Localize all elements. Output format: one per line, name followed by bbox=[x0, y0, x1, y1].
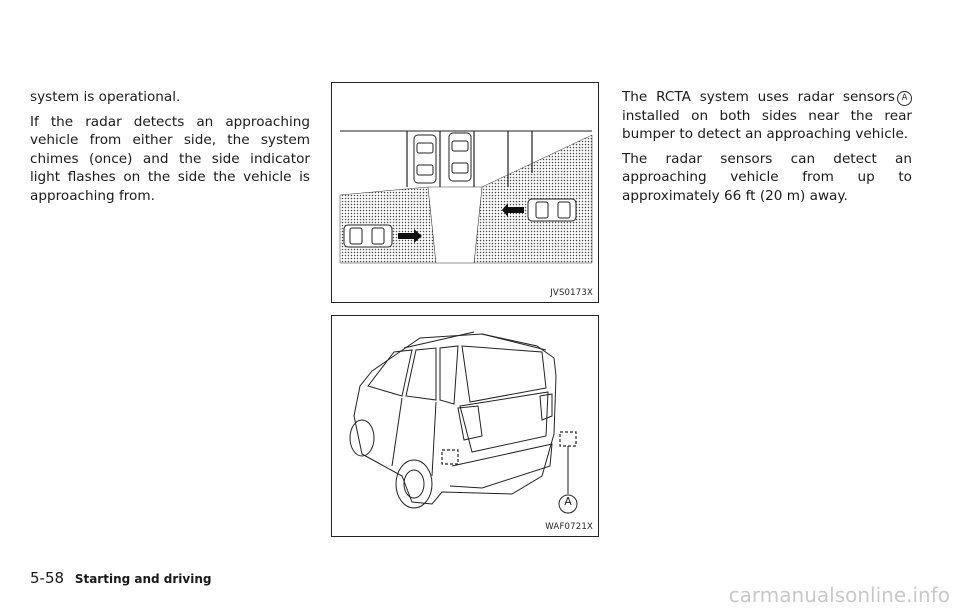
figure-code: JVS0173X bbox=[550, 288, 593, 298]
rcta-text-start: The RCTA system uses radar sensors bbox=[622, 89, 895, 105]
vehicle-rear-illustration bbox=[332, 316, 598, 536]
paragraph-rcta-sensors bbox=[622, 88, 912, 144]
paragraph-system-operational: system is operational. bbox=[30, 89, 181, 105]
section-title: Starting and driving bbox=[74, 572, 212, 586]
callout-a-inline: A bbox=[897, 91, 912, 106]
rcta-text-end: installed on both sides near the rear bumper to detect an approaching vehicle. bbox=[622, 107, 912, 143]
page-footer bbox=[30, 569, 211, 587]
paragraph-detection-range: The radar sensors can detect an approaching vehicle from up to approximately 66 ft (20 m) away. bbox=[622, 150, 912, 204]
callout-a: A bbox=[564, 495, 572, 508]
watermark: carmanualsonline.info bbox=[728, 583, 950, 607]
right-text-column bbox=[622, 88, 912, 212]
figure-parking-lot-radar bbox=[331, 82, 599, 303]
left-text-column bbox=[30, 88, 310, 212]
page-number: 5-58 bbox=[30, 569, 65, 587]
parking-lot-illustration bbox=[332, 83, 598, 302]
figure-code: WAF0721X bbox=[545, 522, 593, 532]
paragraph-radar-detects: If the radar detects an approaching vehicle from either side, the system chimes (once) and the side indicator light flashes on the side the vehicle is approaching from. bbox=[30, 113, 310, 204]
figure-vehicle-rear-sensors bbox=[331, 315, 599, 537]
